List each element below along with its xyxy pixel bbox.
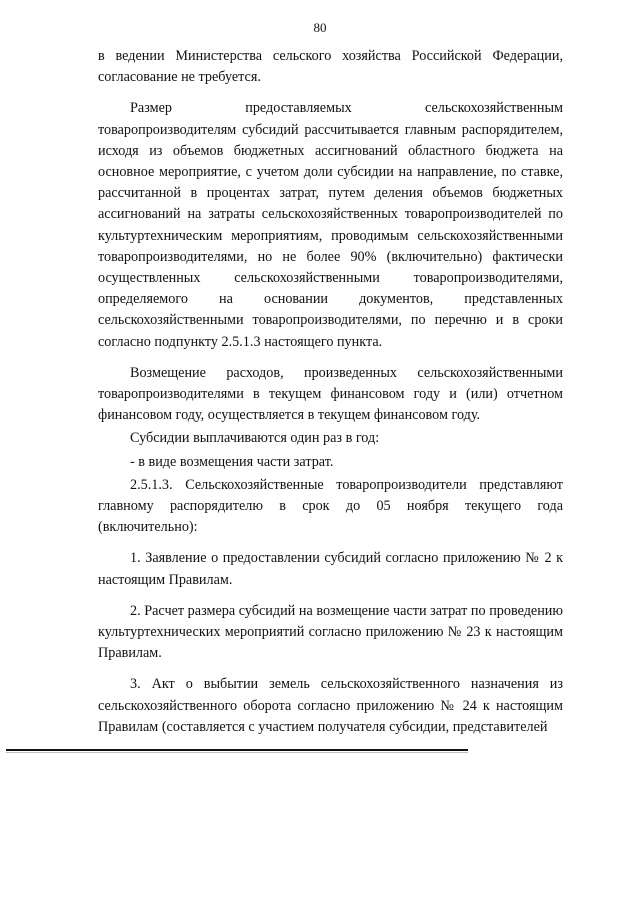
list-item-calculation: 2. Расчет размера субсидий на возмещение части затрат по проведению культуртехнических мероприятий согласно приложению № 23 к настоящим Правилам. <box>98 602 563 662</box>
paragraph-clause-2-5-1-3: 2.5.1.3. Сельскохозяйственные товаропроизводители представляют главному распорядителю в срок до 05 ноября текущего года (включительно): <box>98 476 563 536</box>
paragraph-reimbursement: Возмещение расходов, произведенных сельскохозяйственными товаропроизводителями в текущем финансовом году и (или) отчетном финансовом году, осуществляется в текущем финансовом году. <box>98 364 563 424</box>
footer-divider-shadow <box>6 752 468 753</box>
paragraph-payment-frequency: Субсидии выплачиваются один раз в год: <box>130 430 380 447</box>
footer-divider <box>6 749 468 751</box>
paragraph-payment-form: - в виде возмещения части затрат. <box>130 453 334 470</box>
paragraph-continuation: в ведении Министерства сельского хозяйства Российской Федерации, согласование не требуется. <box>98 48 563 86</box>
page-number: 80 <box>313 20 327 35</box>
document-body <box>98 46 563 738</box>
list-item-act: 3. Акт о выбытии земель сельскохозяйственного назначения из сельскохозяйственного оборота согласно приложению № 24 к настоящим Правилам (составляется с участием получателя субсидии, представителей <box>98 676 563 735</box>
paragraph-subsidy-size: Размер предоставляемых сельскохозяйственным товаропроизводителям субсидий рассчитывается главным распорядителем, исходя из объемов бюджетных ассигнований областного бюджета на основное мероприятие, с учетом доли субсидии на направление, по ставке, рассчитанной в процентах затрат, путем деления объемов бюджетных ассигнований на затраты сельскохозяйственных товаропроизводителей по культуртехническим мероприятиям, проводимым сельскохозяйственными товаропроизводителями, но не более 90% (включительно) фактически осуществленных сельскохозяйственными товаропроизводителями, определяемого на основании документов, представленных сельскохозяйственными товаропроизводителями, по перечню и в сроки согласно подпункту 2.5.1.3 настоящего пункта. <box>98 100 563 350</box>
list-item-application: 1. Заявление о предоставлении субсидий согласно приложению № 2 к настоящим Правилам. <box>98 550 563 588</box>
